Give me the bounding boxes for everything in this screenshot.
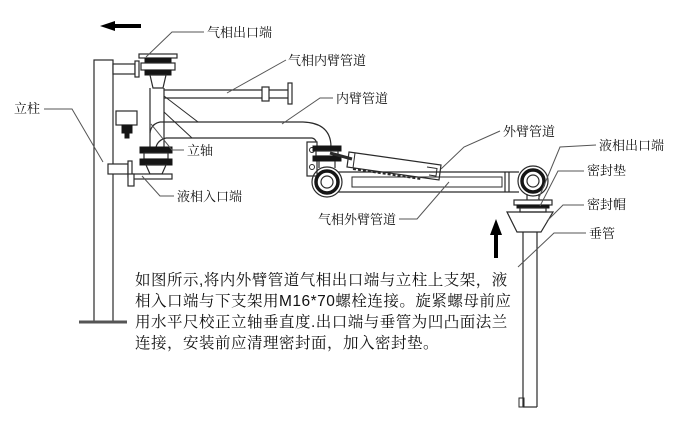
label-liquid-inlet: 液相入口端 xyxy=(177,189,243,204)
inner-arm-pipe xyxy=(150,122,331,147)
gas-outlet-swivel xyxy=(139,54,177,88)
label-gas-outlet: 气相出口端 xyxy=(207,25,273,40)
label-outer-arm: 外臂管道 xyxy=(503,124,556,139)
label-seal-gasket: 密封垫 xyxy=(587,163,627,178)
liquid-inlet-swivel xyxy=(128,147,172,186)
knee-swivel-joint xyxy=(307,142,342,197)
label-liquid-outlet: 液相出口端 xyxy=(599,138,665,153)
drop-pipe xyxy=(519,232,537,407)
up-arrow-icon xyxy=(490,219,502,258)
note-line-2: 相入口端与下支架用M16*70螺栓连接。旋紧螺母前应 xyxy=(135,293,512,310)
gas-inner-arm-pipe xyxy=(164,83,292,104)
label-inner-arm: 内臂管道 xyxy=(336,91,389,106)
note-line-4: 连接，安装前应清理密封面，加入密封垫。 xyxy=(135,335,440,352)
left-arrow-icon xyxy=(100,21,141,31)
label-gas-inner-arm: 气相内臂管道 xyxy=(288,53,367,68)
label-seal-cap: 密封帽 xyxy=(587,197,627,212)
seal-cone-cap xyxy=(507,212,553,232)
seal-stack xyxy=(514,200,552,212)
label-gas-outer-arm: 气相外臂管道 xyxy=(318,212,397,227)
label-vertical-axis: 立轴 xyxy=(187,143,214,158)
outlet-elbow-swivel xyxy=(518,166,548,200)
label-column: 立柱 xyxy=(14,101,41,116)
balance-cylinder xyxy=(330,152,441,180)
note-line-1: 如图所示,将内外臂管道气相出口端与立柱上支架，液 xyxy=(135,272,508,289)
column xyxy=(79,60,139,322)
label-drop-pipe: 垂管 xyxy=(589,226,616,241)
note-line-3: 用水平尺校正立轴垂直度.出口端与垂管为凹凸面法兰 xyxy=(135,314,508,331)
installation-note xyxy=(135,271,511,352)
outer-arm-pipe xyxy=(338,172,519,192)
